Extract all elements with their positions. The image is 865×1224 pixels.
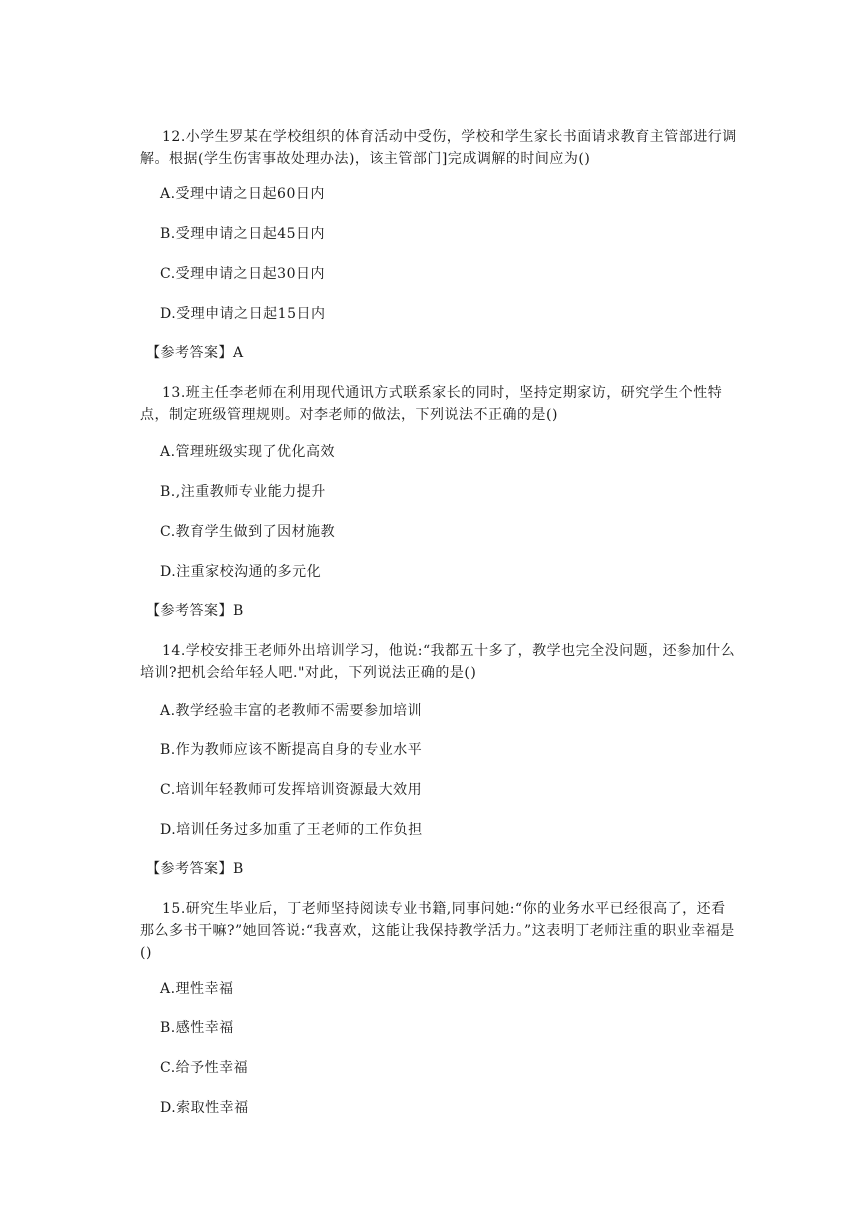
question-14-option-a: A.教学经验丰富的老教师不需要参加培训: [160, 703, 423, 719]
question-12-option-a: A.受理中请之日起60日内: [160, 186, 325, 202]
question-13-answer: 【参考答案】B: [146, 603, 244, 619]
question-13-stem: 13.班主任李老师在利用现代通讯方式联系家长的同时，坚持定期家访，研究学生个性特点，制定班级管理规则。对李老师的做法，下列说法不正确的是(): [140, 385, 723, 423]
question-13-option-b: B.,注重教师专业能力提升: [160, 484, 326, 500]
question-15-option-d: D.索取性幸福: [160, 1100, 249, 1116]
question-13-option-a: A.管理班级实现了优化高效: [160, 444, 336, 460]
question-15-stem: 15.研究生毕业后，丁老师坚持阅读专业书籍,同事问她:“你的业务水平已经很高了，还看那么多书干嘛?”她回答说:“我喜欢，这能让我保持教学活力。”这表明丁老师注重的职业幸福是(): [140, 901, 735, 961]
question-14-option-d: D.培训任务过多加重了王老师的工作负担: [160, 822, 423, 838]
question-15-option-c: C.给予性幸福: [160, 1060, 249, 1076]
question-12-stem: 12.小学生罗某在学校组织的体育活动中受伤，学校和学生家长书面请求教育主管部进行调解。根据(学生伤害事故处理办法)，该主管部门]完成调解的时间应为(): [140, 129, 737, 167]
question-14-answer: 【参考答案】B: [146, 861, 244, 877]
question-13-option-d: D.注重家校沟通的多元化: [160, 564, 322, 580]
question-12-option-c: C.受理申请之日起30日内: [160, 266, 325, 282]
question-14-option-c: C.培训年轻教师可发挥培训资源最大效用: [160, 782, 423, 798]
question-12-option-b: B.受理申请之日起45日内: [160, 226, 326, 242]
question-12-answer: 【参考答案】A: [146, 345, 244, 361]
question-15-option-a: A.理性幸福: [160, 981, 234, 997]
question-14-stem: 14.学校安排王老师外出培训学习，他说:“我都五十多了，教学也完全没问题，还参加什么培训?把机会给年轻人吧."对此，下列说法正确的是(): [140, 643, 736, 681]
question-15-option-b: B.感性幸福: [160, 1020, 234, 1036]
question-13-option-c: C.教育学生做到了因材施教: [160, 524, 336, 540]
question-12-option-d: D.受理申请之日起15日内: [160, 306, 326, 322]
question-14-option-b: B.作为教师应该不断提高自身的专业水平: [160, 742, 423, 758]
